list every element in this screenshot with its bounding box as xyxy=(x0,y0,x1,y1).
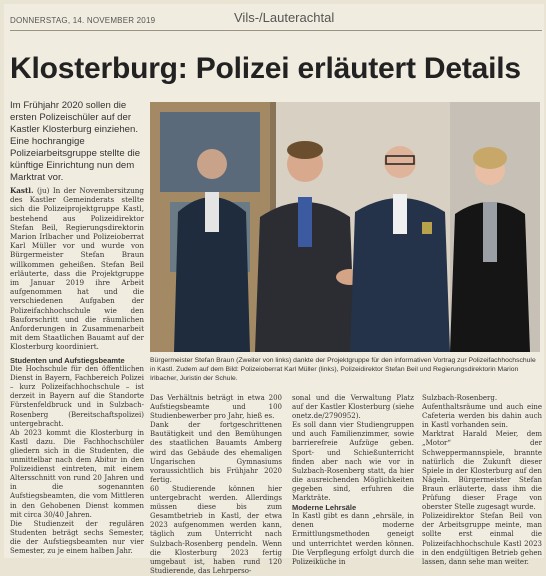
newspaper-page xyxy=(4,4,544,575)
subhead-lehrsaele: Moderne Lehrsäle xyxy=(292,503,357,513)
paragraph: Es soll dann vier Studiengruppen und auch Familienzimmer, sowie barrierefreie Aufzüge geben. Sport- und Schießunterricht finden aber nach wie vor in Sulzbach-Rosenberg statt, da hier die ausreichenden Möglichkeiten gegeben sind, erfuhren die Markträte. xyxy=(292,421,414,503)
lead-text: In der Novembersitzung des Kastler Gemeinderats stellte sich die Polizeiprojektgruppe Kastl, bestehend aus Polizeidirektor Stefan Beil, Regierungsdirektorin Marion Irlbacher und Polizeioberrat Karl Müller vor und wurde von Bürgermeister Stefan Braun willkommen geheißen. Stefan Beil erläuterte, dass die Projektgruppe im Januar 2019 ihre Arbeit aufgenommen hat und die verschiedenen Aufgaben der Polizeifachhochschule wie den Bauforschritt und die räumlichen Anforderungen in Zusammenarbeit mit dem Staatlichen Bauamt auf der Klosterburg koordiniert. xyxy=(10,186,144,352)
section-title: Vils-/Lauterachtal xyxy=(234,10,335,25)
subhead-studenten: Studenten und Aufstiegsbeamte xyxy=(10,356,125,365)
paragraph: Die Studienzeit der regulären Studenten beträgt sechs Semester, die der Aufstiegsbeamten nur vier Semester, zu je einem halben Jahr. xyxy=(10,519,144,555)
paragraph: In Kastl gibt es dann „ehrsäle, in denen moderne Ermittlungsmethoden geneigt und unterrichtet werden können. Die Verpflegung erfolgt durch die Polizeiküche in xyxy=(292,512,414,566)
article-teaser: Im Frühjahr 2020 sollen die ersten Polizeischüler auf der Kastler Klosterburg einziehen. Eine hochrangige Polizeiarbeitsgruppe stellte die künftige Einrichtung nun dem Marktrat vor. xyxy=(10,100,141,183)
paragraph: Das Verhältnis beträgt in etwa 200 Aufstiegsbeamte und 100 Studienbewerber pro Jahr, hieß es. xyxy=(150,394,282,421)
paragraph: 60 Studierende können hier untergebracht werden. Allerdings müssen diese bis zum Gesamtbetrieb in Kastl, der etwa 2023 aufgenommen werden kann, täglich zum Unterricht nach Sulzbach-Rosenberg pendeln. Wenn die Klosterburg 2023 fertig umgebaut ist, haben rund 120 Studierende, das Lehrperso- xyxy=(150,484,282,575)
article-column-4 xyxy=(422,394,542,567)
paragraph: Die Hochschule für den öffentlichen Dienst in Bayern, Fachbereich Polizei – kurz Polizeifachhochschule – ist derzeit in Bayern auf die Standorte Fürstenfeldbruck und in Sulzbach-Rosenberg (Bereitschaftspolizei) untergebracht. xyxy=(10,365,144,428)
header-rule xyxy=(10,30,542,31)
article-photo xyxy=(150,102,540,352)
article-headline: Klosterburg: Polizei erläutert Details xyxy=(10,52,521,85)
group-photo-image xyxy=(150,102,540,352)
paragraph: Polizeidirektor Stefan Beil von der Arbeitsgruppe meinte, man sollte erst einmal die Polizeifachhochschule Kastl 2023 in den endgültigen Betrieb gehen lassen, dann sehe man weiter. xyxy=(422,512,542,566)
article-column-3 xyxy=(292,394,414,567)
paragraph: sonal und die Verwaltung Platz auf der Kastler Klosterburg (siehe onetz.de/2790952). xyxy=(292,394,414,421)
issue-date: DONNERSTAG, 14. NOVEMBER 2019 xyxy=(10,16,156,25)
photo-caption: Bürgermeister Stefan Braun (Zweiter von links) dankte der Projektgruppe für den informativen Vortrag zur Polizeifachhochschule in Kastl. Zudem auf dem Bild: Polizeioberrat Karl Müller (links), Polizeidirektor Stefan Beil und Regierungsdirektorin Marion Irlbacher, Juristin der Schule. xyxy=(150,357,536,382)
article-column-1 xyxy=(10,356,144,556)
article-column-2 xyxy=(150,394,282,576)
dateline: Kastl. xyxy=(10,186,34,195)
paragraph: Sulzbach-Rosenberg. Aufenthaltsräume und auch eine Cafeteria werden bis dahin auch in Kastl vorhanden sein. xyxy=(422,394,542,430)
paragraph: Dank der fortgeschrittenen Bautätigkeit und den Bemühungen des staatlichen Bauamts Amberg wird das Gebäude des ehemaligen Ungarischen Gymnasiums voraussichtlich bis Frühjahr 2020 fertig. xyxy=(150,421,282,484)
author-tag: (ju) xyxy=(36,186,50,195)
paragraph: Marktrat Harald Meier, dem „Motor“ der Schweppermannspiele, brannte natürlich die Zukunft dieser Spiele in der Klosterburg auf den Nägeln. Bürgermeister Stefan Braun erläuterte, dass ihm die Prüfung dieser Frage von oberster Stelle zugesagt wurde. xyxy=(422,430,542,512)
paragraph: Ab 2023 kommt die Klosterburg in Kastl dazu. Die Fachhochschüler gliedern sich in die Studenten, die unmittelbar nach dem Abitur in den Polizeidienst eintreten, mit einem Altersschnitt von rund 20 Jahren und in die sogenannten Aufstiegsbeamten, die vom Mittleren in den Gehobenen Dienst kommen mit circa 30/40 Jahren. xyxy=(10,428,144,519)
article-lead xyxy=(10,186,144,352)
